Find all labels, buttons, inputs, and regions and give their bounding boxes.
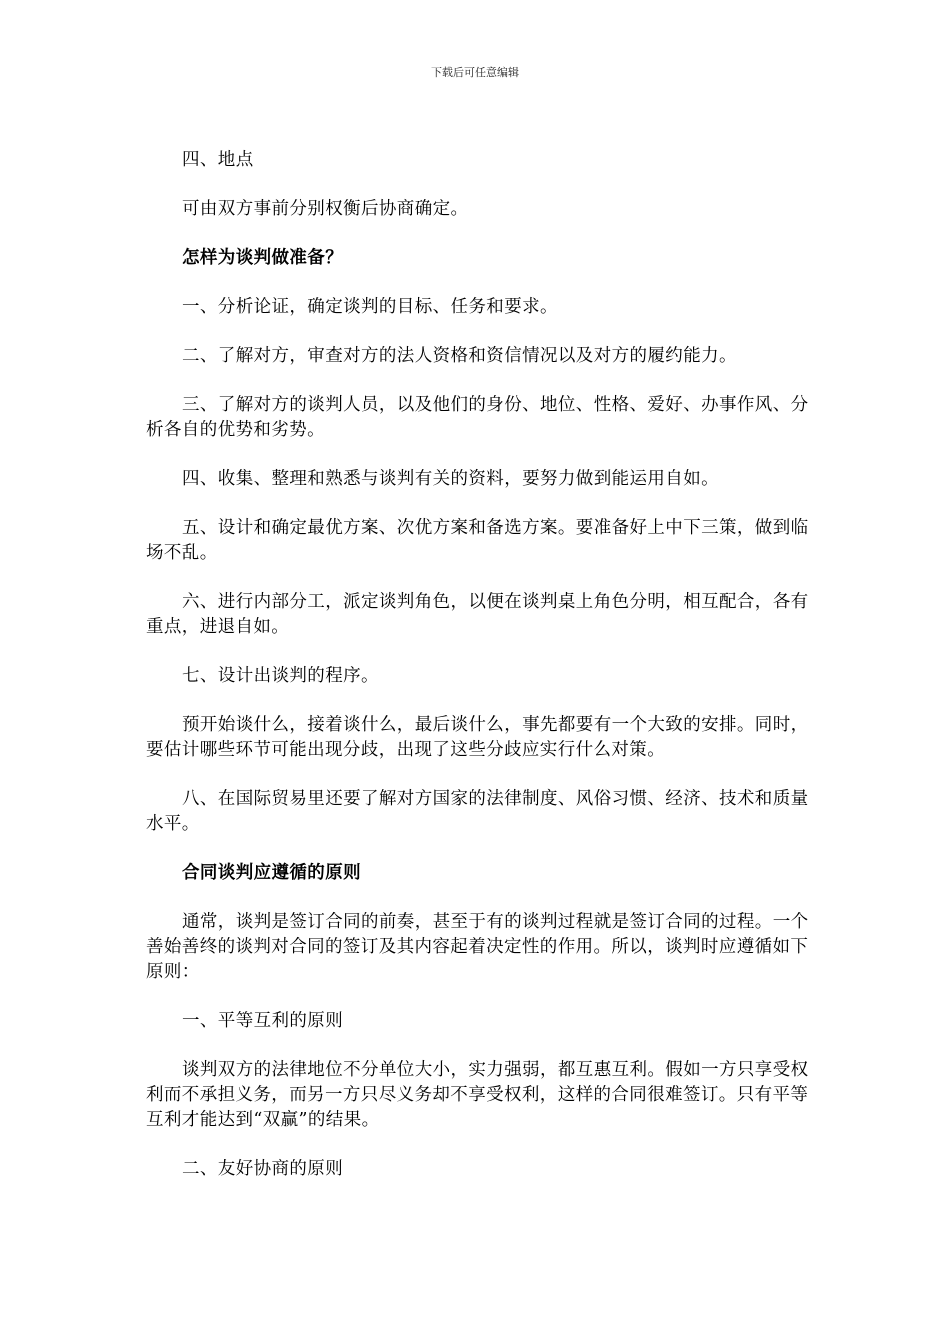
page-header: 下载后可任意编辑: [431, 66, 519, 79]
paragraph: 四、地点: [182, 150, 254, 170]
paragraph: 二、了解对方，审查对方的法人资格和资信情况以及对方的履约能力。: [182, 346, 737, 366]
paragraph: 谈判双方的法律地位不分单位大小，实力强弱，都互惠互利。假如一方只享受权利而不承担义务，而另一方只尽义务却不享受权利，这样的合同很难签订。只有平等互利才能达到“双赢”的结果。: [146, 1060, 809, 1130]
paragraph: 二、友好协商的原则: [182, 1159, 344, 1179]
paragraph: 七、设计出谈判的程序。: [182, 666, 379, 686]
section-heading: 怎样为谈判做准备？: [182, 248, 344, 268]
paragraph: 三、了解对方的谈判人员，以及他们的身份、地位、性格、爱好、办事作风、分析各自的优势和劣势。: [146, 395, 809, 440]
paragraph: 一、分析论证，确定谈判的目标、任务和要求。: [182, 297, 558, 317]
paragraph: 五、设计和确定最优方案、次优方案和备选方案。要准备好上中下三策，做到临场不乱。: [146, 518, 809, 563]
paragraph: 六、进行内部分工，派定谈判角色，以便在谈判桌上角色分明，相互配合，各有重点，进退自如。: [146, 592, 809, 637]
paragraph: 可由双方事前分别权衡后协商确定。: [182, 199, 469, 219]
document-body: [146, 148, 810, 1206]
paragraph: 通常，谈判是签订合同的前奏，甚至于有的谈判过程就是签订合同的过程。一个善始善终的谈判对合同的签订及其内容起着决定性的作用。所以，谈判时应遵循如下原则：: [146, 912, 809, 982]
paragraph: 一、平等互利的原则: [182, 1011, 344, 1031]
paragraph: 四、收集、整理和熟悉与谈判有关的资料，要努力做到能运用自如。: [182, 469, 719, 489]
paragraph: 预开始谈什么，接着谈什么，最后谈什么，事先都要有一个大致的安排。同时，要估计哪些环节可能出现分歧，出现了这些分歧应实行什么对策。: [146, 715, 809, 760]
paragraph: 八、在国际贸易里还要了解对方国家的法律制度、风俗习惯、经济、技术和质量水平。: [146, 789, 809, 834]
section-heading: 合同谈判应遵循的原则: [182, 863, 361, 883]
